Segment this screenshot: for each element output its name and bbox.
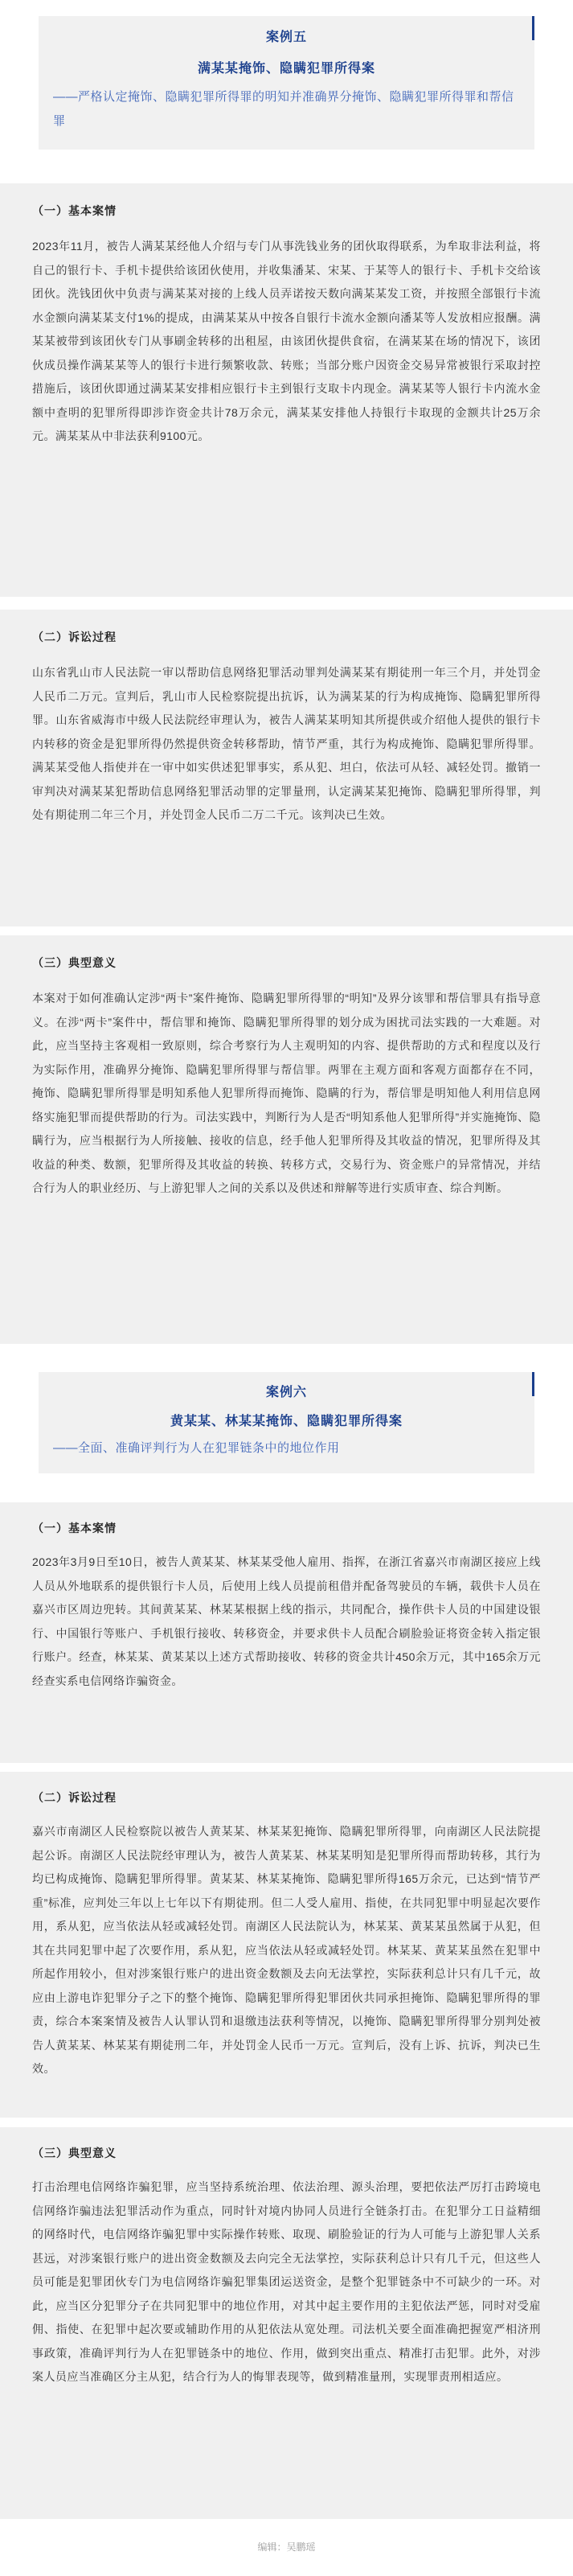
case6-number: 案例六 [265, 1386, 307, 1399]
case5-s3-heading: （三）典型意义 [32, 956, 117, 969]
case5-corner-accent [532, 16, 534, 40]
case6-section-proceedings [0, 1772, 573, 2118]
case6-section-significance [0, 2127, 573, 2519]
case6-s3-heading: （三）典型意义 [32, 2147, 117, 2159]
case6-s2-heading: （二）诉讼过程 [32, 1791, 117, 1804]
case6-s1-text: 2023年3月9日至10日，被告人黄某某、林某某受他人雇用、指挥，在浙江省嘉兴市南湖区接应上线人员从外地联系的提供银行卡人员，后使用上线人员提前租借并配备驾驶员的车辆，载供卡人员在嘉兴市区周边兜转。其间黄某某、林某某根据上线的指示，共同配合，操作供卡人员的中国建设银行、中国银行等账户、手机银行接收、转移资金，并要求供卡人员配合刷脸验证将资金转入指定银行账户。经查，林某某、黄某某以上述方式帮助接收、转移的资金共计450余万元，其中165余万元经查实系电信网络诈骗资金。 [32, 1555, 541, 1687]
case5-header [39, 16, 534, 150]
case5-s1-text: 2023年11月，被告人满某某经他人介绍与专门从事洗钱业务的团伙取得联系，为牟取非法利益，将自己的银行卡、手机卡提供给该团伙使用，并收集潘某、宋某、于某等人的银行卡、手机卡交给该团伙。洗钱团伙中负责与满某某对接的上线人员弄诺按天数向满某某发工资，并按照全部银行卡流水金额向满某某支付1%的提成，由满某某从中按各自银行卡流水金额向潘某等人发放相应报酬。满某某被带到该团伙专门从事刷金转移的出租屋，由该团伙提供食宿，在满某某在场的情况下，该团伙成员操作满某某等人的银行卡进行频繁收款、转账；当部分账户因资金交易异常被银行采取封控措施后，该团伙即通过满某某安排相应银行卡主到银行支取卡内现金。满某某等人银行卡内流水金额中查明的犯罪所得即涉诈资金共计78万余元，满某某安排他人持银行卡取现的金额共计25万余元。满某某从中非法获利9100元。 [32, 240, 541, 442]
case5-number: 案例五 [265, 31, 307, 44]
case5-section-significance [0, 935, 573, 1344]
case5-section-proceedings [0, 610, 573, 926]
case5-title: 满某某掩饰、隐瞒犯罪所得案 [197, 62, 375, 76]
case5-s3-text: 本案对于如何准确认定涉“两卡”案件掩饰、隐瞒犯罪所得罪的“明知”及界分该罪和帮信罪具有指导意义。在涉“两卡”案件中，帮信罪和掩饰、隐瞒犯罪所得罪的划分成为困扰司法实践的一大难题。对此，应当坚持主客观相一致原则，综合考察行为人主观明知的内容、提供帮助的方式和程度以及行为实际作用，准确界分掩饰、隐瞒犯罪所得罪与帮信罪。两罪在主观方面和客观方面都存在不同，掩饰、隐瞒犯罪所得罪是明知系他人犯罪所得而掩饰、隐瞒的行为，帮信罪是明知他人利用信息网络实施犯罪而提供帮助的行为。司法实践中，判断行为人是否“明知系他人犯罪所得”并实施掩饰、隐瞒行为，应当根据行为人所接触、接收的信息，经手他人犯罪所得及其收益的情况，犯罪所得及其收益的种类、数额，犯罪所得及其收益的转换、转移方式，交易行为、资金账户的异常情况，并结合行为人的职业经历、与上游犯罪人之间的关系以及供述和辩解等进行实质审查、综合判断。 [32, 992, 541, 1194]
case6-s1-heading: （一）基本案情 [32, 1522, 117, 1535]
case6-subtitle: ——全面、准确评判行为人在犯罪链条中的地位作用 [53, 1441, 340, 1455]
case5-s2-text: 山东省乳山市人民法院一审以帮助信息网络犯罪活动罪判处满某某有期徒刑一年三个月，并处罚金人民币二万元。宣判后，乳山市人民检察院提出抗诉，认为满某某的行为构成掩饰、隐瞒犯罪所得罪。山东省威海市中级人民法院经审理认为，被告人满某某明知其所提供或介绍他人提供的银行卡内转移的资金是犯罪所得仍然提供资金转移帮助，情节严重，其行为构成掩饰、隐瞒犯罪所得罪。满某某受他人指使并在一审中如实供述犯罪事实，系从犯、坦白，依法可从轻、减轻处罚。撤销一审判决对满某某犯帮助信息网络犯罪活动罪的定罪量刑，认定满某某犯掩饰、隐瞒犯罪所得罪，判处有期徒刑二年三个月，并处罚金人民币二万二千元。该判决已生效。 [32, 666, 541, 821]
case6-title: 黄某某、林某某掩饰、隐瞒犯罪所得案 [170, 1415, 403, 1428]
editor-credit: 编辑：吴鹏瑶 [257, 2541, 316, 2553]
case5-section-basic-facts [0, 183, 573, 597]
case5-subtitle: ——严格认定掩饰、隐瞒犯罪所得罪的明知并准确界分掩饰、隐瞒犯罪所得罪和帮信罪 [53, 90, 514, 128]
case6-header [39, 1372, 534, 1473]
case6-s2-text: 嘉兴市南湖区人民检察院以被告人黄某某、林某某犯掩饰、隐瞒犯罪所得罪，向南湖区人民法院提起公诉。南湖区人民法院经审理认为，被告人黄某某、林某某明知是犯罪所得而帮助转移，其行为均已构成掩饰、隐瞒犯罪所得罪。黄某某、林某某掩饰、隐瞒犯罪所得165万余元，已达到“情节严重”标准，应判处三年以上七年以下有期徒刑。但二人受人雇用、指使，在共同犯罪中明显起次要作用，系从犯，应当依法从轻或减轻处罚。南湖区人民法院认为，林某某、黄某某虽然属于从犯，但其在共同犯罪中起了次要作用，系从犯，应当依法从轻或减轻处罚。林某某、黄某某虽然在犯罪中所起作用较小，但对涉案银行账户的进出资金数额及去向无法掌控，实际获利总计只有几千元，故应由上游电诈犯罪分子之下的整个掩饰、隐瞒犯罪所得犯罪团伙共同承担掩饰、隐瞒犯罪所得的罪责，综合本案案情及被告人认罪认罚和退缴违法获利等情况，以掩饰、隐瞒犯罪所得罪分别判处被告人黄某某、林某某有期徒刑二年，并处罚金人民币一万元。宣判后，没有上诉、抗诉，判决已生效。 [32, 1825, 541, 2075]
case5-s2-heading: （二）诉讼过程 [32, 631, 117, 643]
case6-corner-accent [532, 1372, 534, 1396]
case5-s1-heading: （一）基本案情 [32, 204, 117, 217]
case6-s3-text: 打击治理电信网络诈骗犯罪，应当坚持系统治理、依法治理、源头治理，要把依法严厉打击跨境电信网络诈骗违法犯罪活动作为重点，同时针对境内协同人员进行全链条打击。在犯罪分工日益精细的网络时代，电信网络诈骗犯罪中实际操作转账、取现、刷脸验证的行为人可能与上游犯罪人关系甚远，对涉案银行账户的进出资金数额及去向完全无法掌控，实际获利总计只有几千元，但这些人员可能是犯罪团伙专门为电信网络诈骗犯罪集团运送资金，是整个犯罪链条中不可缺少的一环。对此，应当区分犯罪分子在共同犯罪中的地位作用，对其中起主要作用的主犯依法严惩，同时对受雇佣、指使、在犯罪中起次要或辅助作用的从犯依法从宽处理。司法机关要全面准确把握宽严相济刑事政策，准确评判行为人在犯罪链条中的地位、作用，做到突出重点、精准打击犯罪。此外，对涉案人员应当准确区分主从犯，结合行为人的悔罪表现等，做到精准量刑，实现罪责刑相适应。 [32, 2180, 541, 2383]
case6-section-basic-facts [0, 1502, 573, 1763]
